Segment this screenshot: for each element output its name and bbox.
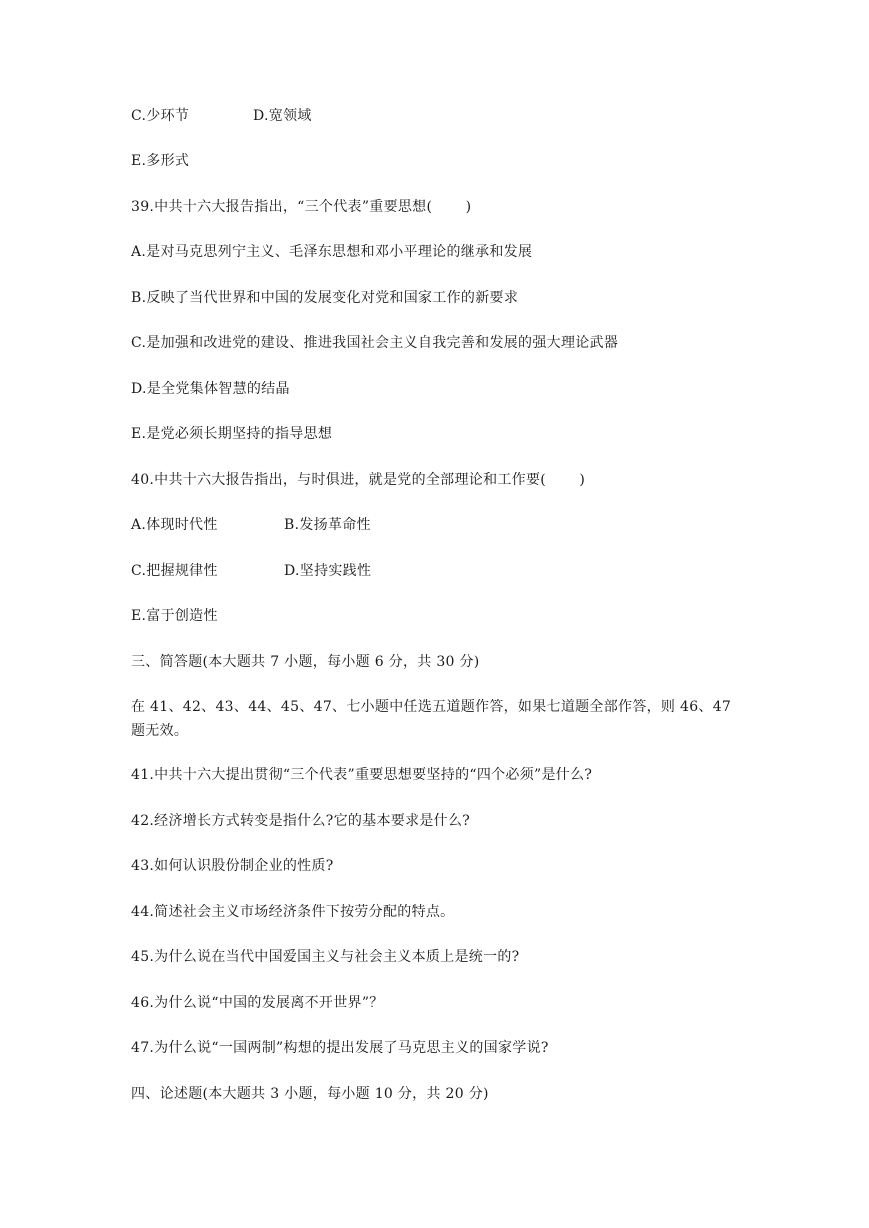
- section3-heading: 三、简答题(本大题共 7 小题，每小题 6 分，共 30 分): [131, 654, 480, 670]
- question-44: 44.简述社会主义市场经济条件下按劳分配的特点。: [131, 904, 455, 920]
- section4-heading: 四、论述题(本大题共 3 小题，每小题 10 分，共 20 分): [131, 1086, 489, 1102]
- question-42: 42.经济增长方式转变是指什么?它的基本要求是什么?: [131, 813, 471, 829]
- q39-option-d: D.是全党集体智慧的结晶: [131, 381, 290, 397]
- q38-option-c: C.少环节: [131, 108, 190, 124]
- q38-options-cd: [131, 105, 312, 127]
- q39-stem: 39.中共十六大报告指出，“三个代表”重要思想( ): [131, 199, 472, 215]
- question-41: 41.中共十六大提出贯彻“三个代表”重要思想要坚持的“四个必须”是什么?: [131, 767, 593, 783]
- q39-option-e: E.是党必须长期坚持的指导思想: [131, 426, 333, 442]
- q39-option-c: C.是加强和改进党的建设、推进我国社会主义自我完善和发展的强大理论武器: [131, 335, 619, 351]
- question-46: 46.为什么说“中国的发展离不开世界”？: [131, 995, 384, 1011]
- question-45: 45.为什么说在当代中国爱国主义与社会主义本质上是统一的?: [131, 949, 520, 965]
- q40-options-ab: [131, 514, 371, 536]
- q40-option-b: B.发扬革命性: [284, 517, 371, 533]
- section3-instruction: 在 41、42、43、44、45、47、七小题中任选五道题作答，如果七道题全部作答，则 46、47 题无效。: [131, 699, 732, 739]
- q38-option-e: E.多形式: [131, 153, 190, 169]
- q40-option-d: D.坚持实践性: [284, 563, 372, 579]
- q40-options-cd: [131, 560, 372, 582]
- q40-option-a: A.体现时代性: [131, 517, 218, 533]
- q40-stem: 40.中共十六大报告指出，与时俱进，就是党的全部理论和工作要( ): [131, 472, 586, 488]
- question-43: 43.如何认识股份制企业的性质?: [131, 858, 334, 874]
- q39-option-b: B.反映了当代世界和中国的发展变化对党和国家工作的新要求: [131, 290, 519, 306]
- question-47: 47.为什么说“一国两制”构想的提出发展了马克思主义的国家学说?: [131, 1040, 549, 1056]
- q40-option-c: C.把握规律性: [131, 563, 218, 579]
- q38-option-d: D.宽领域: [253, 108, 312, 124]
- q39-option-a: A.是对马克思列宁主义、毛泽东思想和邓小平理论的继承和发展: [131, 244, 533, 260]
- q40-option-e: E.富于创造性: [131, 608, 218, 624]
